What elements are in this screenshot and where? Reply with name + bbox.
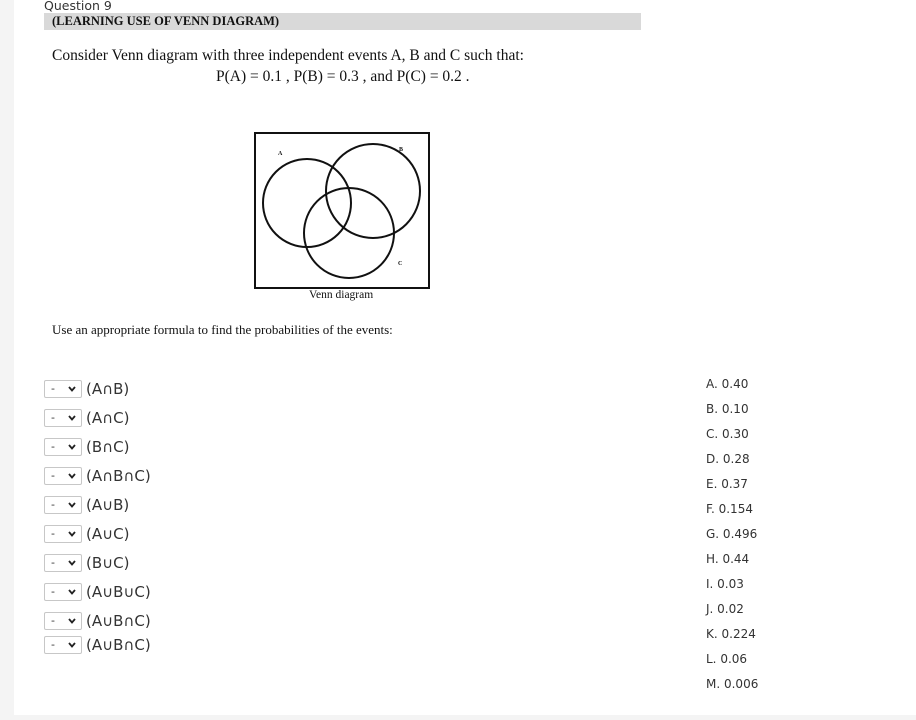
event-label: (A∪C): [86, 525, 130, 543]
answer-option: L. 0.06: [706, 652, 748, 666]
matching-row: [44, 582, 151, 602]
answer-option: E. 0.37: [706, 477, 748, 491]
question-card: [14, 0, 916, 715]
event-label: (A∪B∩C): [86, 636, 151, 654]
event-label: (A∪B∪C): [86, 583, 151, 601]
dropdown-value: -: [51, 527, 55, 540]
circle-c: [304, 188, 394, 278]
event-label: (A∩B): [86, 380, 130, 398]
question-intro: Consider Venn diagram with three independent events A, B and C such that:: [52, 47, 524, 64]
answer-dropdown[interactable]: [44, 409, 82, 427]
answer-dropdown[interactable]: [44, 496, 82, 514]
venn-label-c: C: [398, 261, 403, 267]
matching-row: [44, 553, 129, 573]
circle-b: [326, 144, 420, 238]
chevron-down-icon: [67, 469, 77, 483]
event-label: (A∩C): [86, 409, 130, 427]
answer-dropdown[interactable]: [44, 525, 82, 543]
probability-statement: P(A) = 0.1 , P(B) = 0.3 , and P(C) = 0.2 .: [216, 68, 470, 85]
answer-dropdown[interactable]: [44, 438, 82, 456]
instruction-text: Use an appropriate formula to find the probabilities of the events:: [52, 322, 393, 337]
dropdown-value: -: [51, 556, 55, 569]
venn-caption: Venn diagram: [309, 289, 374, 301]
event-label: (A∪B∩C): [86, 612, 151, 630]
answer-option: I. 0.03: [706, 577, 744, 591]
answer-dropdown[interactable]: [44, 612, 82, 630]
chevron-down-icon: [67, 382, 77, 396]
answer-option: J. 0.02: [706, 602, 744, 616]
dropdown-value: -: [51, 614, 55, 627]
venn-diagram: [252, 130, 432, 290]
matching-row: [44, 611, 151, 631]
matching-row: [44, 437, 129, 457]
chevron-down-icon: [67, 638, 77, 652]
answer-dropdown[interactable]: [44, 554, 82, 572]
answer-option: F. 0.154: [706, 502, 753, 516]
answer-dropdown[interactable]: [44, 467, 82, 485]
dropdown-value: -: [51, 440, 55, 453]
dropdown-value: -: [51, 382, 55, 395]
venn-label-b: B: [399, 147, 404, 153]
question-number: Question 9: [44, 0, 112, 13]
answer-option: A. 0.40: [706, 377, 749, 391]
matching-row: [44, 379, 129, 399]
answer-dropdown[interactable]: [44, 583, 82, 601]
chevron-down-icon: [67, 585, 77, 599]
dropdown-value: -: [51, 469, 55, 482]
answer-option: M. 0.006: [706, 677, 759, 691]
event-label: (B∪C): [86, 554, 130, 572]
answer-option: B. 0.10: [706, 402, 749, 416]
matching-row: [44, 466, 151, 486]
chevron-down-icon: [67, 527, 77, 541]
answer-option: K. 0.224: [706, 627, 756, 641]
chevron-down-icon: [67, 440, 77, 454]
chevron-down-icon: [67, 498, 77, 512]
answer-option: D. 0.28: [706, 452, 750, 466]
dropdown-value: -: [51, 411, 55, 424]
answer-option: H. 0.44: [706, 552, 750, 566]
chevron-down-icon: [67, 556, 77, 570]
dropdown-value: -: [51, 638, 55, 651]
matching-row: [44, 635, 151, 655]
answer-option: G. 0.496: [706, 527, 758, 541]
matching-row: [44, 408, 129, 428]
question-header: (LEARNING USE OF VENN DIAGRAM): [52, 14, 280, 28]
dropdown-value: -: [51, 498, 55, 511]
answer-dropdown[interactable]: [44, 636, 82, 654]
venn-label-a: A: [278, 151, 283, 157]
answer-dropdown[interactable]: [44, 380, 82, 398]
matching-row: [44, 495, 129, 515]
matching-row: [44, 524, 129, 544]
chevron-down-icon: [67, 614, 77, 628]
dropdown-value: -: [51, 585, 55, 598]
event-label: (B∩C): [86, 438, 130, 456]
event-label: (A∩B∩C): [86, 467, 151, 485]
chevron-down-icon: [67, 411, 77, 425]
event-label: (A∪B): [86, 496, 130, 514]
answer-option: C. 0.30: [706, 427, 749, 441]
circle-a: [263, 159, 351, 247]
